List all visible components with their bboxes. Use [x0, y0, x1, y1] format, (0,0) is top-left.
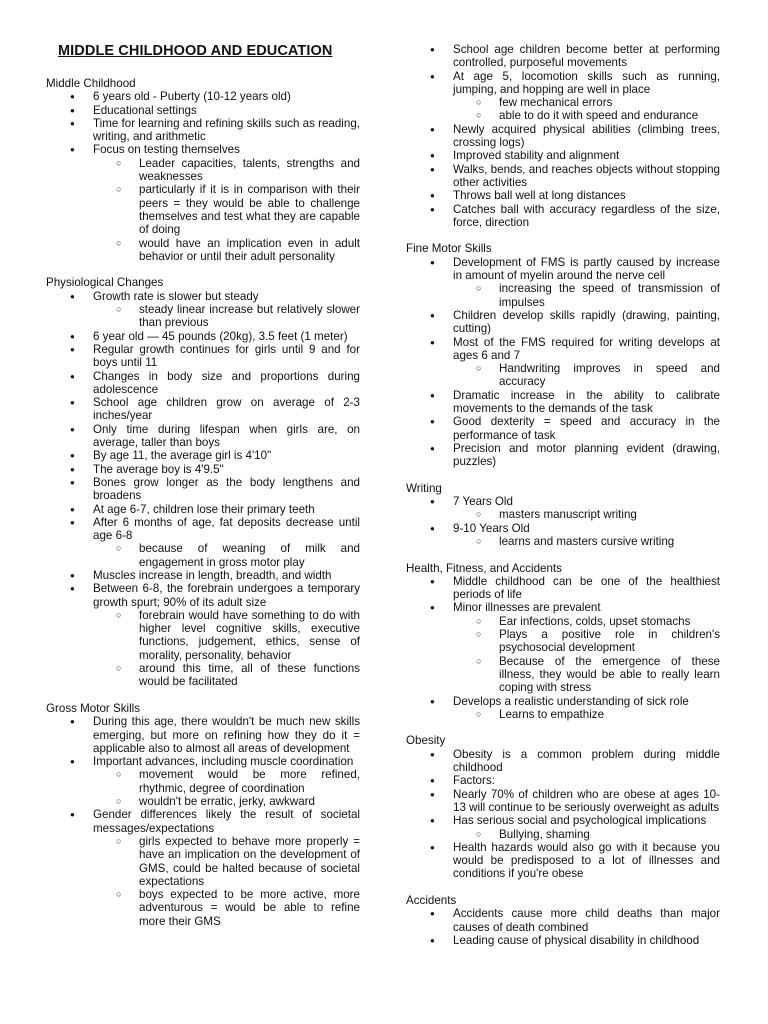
sub-bullet-item: ○ movement would be more refined, rhythmic, degree of coordination — [46, 768, 360, 795]
bullet-item: ● Walks, bends, and reaches objects without stopping other activities — [406, 163, 720, 190]
bullet-item: ● Accidents cause more child deaths than major causes of death combined — [406, 907, 720, 934]
sub-bullet-item: ○ Learns to empathize — [406, 708, 720, 721]
section-heading: Gross Motor Skills — [46, 701, 141, 715]
bullet-item: ● Has serious social and psychological implications — [406, 814, 720, 827]
bullet-list — [406, 907, 720, 947]
bullet-item: ● During this age, there wouldn't be much new skills emerging, but more on refining how they do it = applicable also to almost all areas of development — [46, 715, 360, 755]
sub-bullet-item: ○ Handwriting improves in speed and accuracy — [406, 362, 720, 389]
sub-bullet-item: ○ around this time, all of these functions would be facilitated — [46, 662, 360, 689]
bullet-list — [406, 256, 720, 469]
bullet-item: ● Minor illnesses are prevalent — [406, 601, 720, 614]
bullet-item: ● Gender differences likely the result of societal messages/expectations — [46, 808, 360, 835]
bullet-item: ● Health hazards would also go with it because you would be predisposed to a lot of illnesses and conditions if you're obese — [406, 841, 720, 881]
section-heading: Writing — [406, 481, 442, 495]
section — [406, 894, 720, 947]
bullet-item: ● Leading cause of physical disability in childhood — [406, 934, 720, 947]
section-gap — [406, 469, 720, 482]
bullet-item: ● At age 5, locomotion skills such as running, jumping, and hopping are well in place — [406, 70, 720, 97]
sub-bullet-item: ○ particularly if it is in comparison with their peers = they would be able to challenge themselves and test what they are capable of doing — [46, 183, 360, 236]
bullet-list — [46, 290, 360, 689]
bullet-item: ● Muscles increase in length, breadth, and width — [46, 569, 360, 582]
left-column — [46, 77, 360, 928]
bullet-item: ● The average boy is 4'9.5" — [46, 463, 360, 476]
bullet-item: ● Middle childhood can be one of the healthiest periods of life — [406, 575, 720, 602]
section-gap — [46, 689, 360, 702]
section — [46, 77, 360, 263]
bullet-item: ● Only time during lifespan when girls are, on average, taller than boys — [46, 423, 360, 450]
sub-bullet-item: ○ because of weaning of milk and engagement in gross motor play — [46, 542, 360, 569]
bullet-item: ● At age 6-7, children lose their primary teeth — [46, 503, 360, 516]
section — [46, 702, 360, 928]
bullet-item: ● Changes in body size and proportions during adolescence — [46, 370, 360, 397]
bullet-item: ● 6 year old — 45 pounds (20kg), 3.5 feet (1 meter) — [46, 330, 360, 343]
section-gap — [406, 229, 720, 242]
sub-bullet-item: ○ forebrain would have something to do with higher level cognitive skills, executive functions, judgement, ethics, sense of morality, personality, behavior — [46, 609, 360, 662]
section-gap — [406, 881, 720, 894]
sub-bullet-item: ○ able to do it with speed and endurance — [406, 109, 720, 122]
sub-bullet-item: ○ steady linear increase but relatively slower than previous — [46, 303, 360, 330]
bullet-item: ● Good dexterity = speed and accuracy in the performance of task — [406, 415, 720, 442]
sub-bullet-item: ○ few mechanical errors — [406, 96, 720, 109]
bullet-item: ● Bones grow longer as the body lengthens and broadens — [46, 476, 360, 503]
section — [406, 482, 720, 548]
section-heading: Obesity — [406, 734, 446, 748]
bullet-item: ● Growth rate is slower but steady — [46, 290, 360, 303]
bullet-item: ● Obesity is a common problem during middle childhood — [406, 748, 720, 775]
sub-bullet-item: ○ would have an implication even in adult behavior or until their adult personality — [46, 237, 360, 264]
bullet-item: ● Dramatic increase in the ability to calibrate movements to the demands of the task — [406, 389, 720, 416]
bullet-item: ● 6 years old - Puberty (10-12 years old) — [46, 90, 360, 103]
section-heading: Fine Motor Skills — [406, 242, 492, 256]
bullet-item: ● Newly acquired physical abilities (climbing trees, crossing logs) — [406, 123, 720, 150]
bullet-item: ● Focus on testing themselves — [46, 143, 360, 156]
sub-bullet-item: ○ Ear infections, colds, upset stomachs — [406, 615, 720, 628]
section — [406, 43, 720, 229]
section-heading: Accidents — [406, 894, 457, 907]
bullet-item: ● Educational settings — [46, 104, 360, 117]
section-gap — [406, 548, 720, 561]
sub-bullet-item: ○ girls expected to behave more properly = have an implication on the development of GMS, could be halted because of societal expectations — [46, 835, 360, 888]
bullet-item: ● Children develop skills rapidly (drawing, painting, cutting) — [406, 309, 720, 336]
sub-bullet-item: ○ increasing the speed of transmission of impulses — [406, 282, 720, 309]
sub-bullet-item: ○ masters manuscript writing — [406, 508, 720, 521]
bullet-list — [406, 43, 720, 229]
bullet-list — [406, 495, 720, 548]
bullet-item: ● By age 11, the average girl is 4'10" — [46, 449, 360, 462]
section-gap — [406, 721, 720, 734]
bullet-list — [406, 748, 720, 881]
bullet-item: ● School age children become better at performing controlled, purposeful movements — [406, 43, 720, 70]
bullet-list — [46, 90, 360, 263]
sub-bullet-item: ○ Leader capacities, talents, strengths and weaknesses — [46, 157, 360, 184]
right-column — [406, 43, 720, 947]
bullet-item: ● Catches ball with accuracy regardless of the size, force, direction — [406, 203, 720, 230]
section-heading: Physiological Changes — [46, 276, 164, 290]
section — [406, 242, 720, 468]
section-heading: Health, Fitness, and Accidents — [406, 561, 562, 575]
section — [406, 734, 720, 880]
bullet-item: ● Nearly 70% of children who are obese at ages 10-13 will continue to be seriously overweight as adults — [406, 788, 720, 815]
bullet-item: ● Improved stability and alignment — [406, 149, 720, 162]
sub-bullet-item: ○ wouldn't be erratic, jerky, awkward — [46, 795, 360, 808]
section — [46, 276, 360, 688]
bullet-item: ● 9-10 Years Old — [406, 522, 720, 535]
bullet-item: ● 7 Years Old — [406, 495, 720, 508]
bullet-item: ● Important advances, including muscle coordination — [46, 755, 360, 768]
bullet-list — [46, 715, 360, 928]
page-title: MIDDLE CHILDHOOD AND EDUCATION — [58, 43, 333, 59]
bullet-item: ● Develops a realistic understanding of sick role — [406, 695, 720, 708]
bullet-item: ● Development of FMS is partly caused by increase in amount of myelin around the nerve cell — [406, 256, 720, 283]
bullet-item: ● Throws ball well at long distances — [406, 189, 720, 202]
sub-bullet-item: ○ learns and masters cursive writing — [406, 535, 720, 548]
bullet-item: ● Between 6-8, the forebrain undergoes a temporary growth spurt; 90% of its adult size — [46, 582, 360, 609]
section-gap — [46, 263, 360, 276]
bullet-item: ● Precision and motor planning evident (drawing, puzzles) — [406, 442, 720, 469]
sub-bullet-item: ○ Bullying, shaming — [406, 828, 720, 841]
sub-bullet-item: ○ Plays a positive role in children's psychosocial development — [406, 628, 720, 655]
section-heading: Middle Childhood — [46, 77, 136, 90]
sub-bullet-item: ○ Because of the emergence of these illness, they would be able to really learn coping with stress — [406, 655, 720, 695]
bullet-item: ● Most of the FMS required for writing develops at ages 6 and 7 — [406, 336, 720, 363]
bullet-item: ● Factors: — [406, 774, 720, 787]
bullet-list — [406, 575, 720, 721]
bullet-item: ● Regular growth continues for girls until 9 and for boys until 11 — [46, 343, 360, 370]
section — [406, 562, 720, 722]
bullet-item: ● School age children grow on average of 2-3 inches/year — [46, 396, 360, 423]
sub-bullet-item: ○ boys expected to be more active, more adventurous = would be able to refine more their GMS — [46, 888, 360, 928]
bullet-item: ● Time for learning and refining skills such as reading, writing, and arithmetic — [46, 117, 360, 144]
bullet-item: ● After 6 months of age, fat deposits decrease until age 6-8 — [46, 516, 360, 543]
